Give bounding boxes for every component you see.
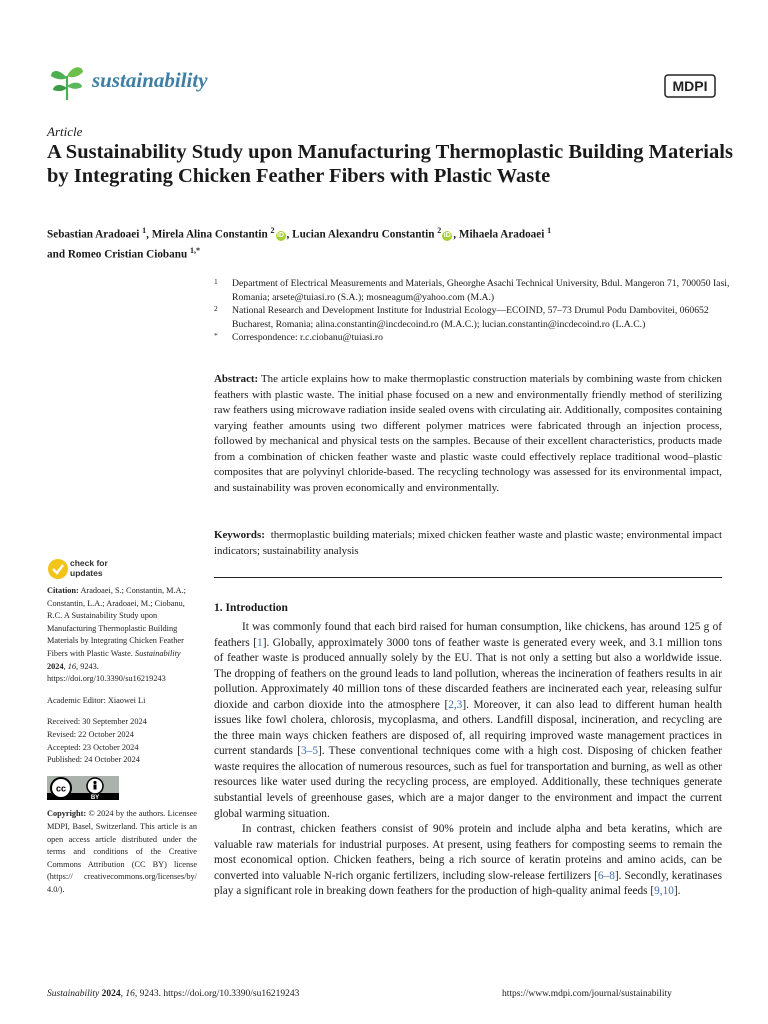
date-accepted: Accepted: 23 October 2024	[47, 742, 139, 752]
article-type: Article	[47, 124, 83, 139]
reference-link[interactable]: 6–8	[597, 869, 615, 882]
author-name: Lucian Alexandru Constantin	[292, 228, 435, 241]
reference-link[interactable]: 2,3	[448, 698, 463, 711]
section-heading: 1. Introduction	[214, 602, 288, 614]
date-published: Published: 24 October 2024	[47, 755, 140, 765]
abstract	[214, 372, 722, 496]
paragraph: It was commonly found that each bird raised for human consumption, like chickens, has around 125 g of feathers [1]. Globally, approximately 3000 tons of feather waste is generated every week, and 3.1 million tons of feather waste is produced annually solely by the EU. That is not only a setting but also a worldwide issue. The dropping of feathers on the ground leads to land pollution, whereas the incineration of feathers results in air pollution. Approximately 40 million tons of these discarded feathers are incinerated each year, releasing sulfur dioxide and carbon dioxide into the atmosphere [2,3]. Moreover, it can also lead to different human health issues like fowl cholera, chlorosis, mycoplasma, and others. Landfill disposal, incineration, and recycling are the three main ways chicken feathers are disposed of, all requiring improved waste management practices in current standards [3–5]. These conventional techniques come with a high cost. Disposing of chicken feather waste requires the allocation of numerous resources, such as fuel for transportation and burning, as well as other resources like water used during the recycling process, are employed. Additionally, these techniques generate substantial levels of greenhouse gases, which are a major danger to the environment and impact the current global warming situation.	[214, 621, 722, 820]
citation-doi-link[interactable]: https://doi.org/10.3390/su16219243	[47, 674, 166, 684]
reference-link[interactable]: 1	[257, 636, 263, 649]
svg-text:BY: BY	[90, 794, 100, 800]
abstract-text: The article explains how to make thermoplastic construction materials by combining waste from chicken feathers with plastic waste. The initial phase focused on a new and environmentally friendly method of sterilizing raw feathers using microwave radiation inside sealed ovens with circulating air. Additionally, composites containing varying feather amounts using two different polymer matrices were fabricated through an injection process, followed by mechanical and physical tests on the samples. Because of their excellent characteristics, products made from a combination of chicken feather waste and plastic waste could effectively replace traditional wood–plastic composites that are polyvinyl chloride-based. The recycling technology was assessed for its environmental impact, and sustainability was proven economically and environmentally.	[214, 373, 722, 494]
author-name: Mihaela Aradoaei	[458, 228, 545, 241]
affiliations	[214, 277, 734, 345]
sidebar-info	[47, 585, 197, 896]
author-name: Sebastian Aradoaei	[47, 228, 140, 241]
abstract-label: Abstract:	[214, 373, 259, 385]
article-title: A Sustainability Study upon Manufacturing Thermoplastic Building Materials by Integrating Chicken Feather Fibers with Plastic Waste	[47, 141, 733, 187]
journal-name: sustainability	[92, 68, 208, 92]
journal-leaf-icon	[47, 62, 87, 102]
body-text	[214, 620, 722, 900]
paragraph: In contrast, chicken feathers consist of 90% protein and include alpha and beta keratins, which are valuable raw materials for industrial purposes. At present, using feathers for composting seems to remain the most economical option. Chicken feathers, being a rich source of keratin proteins and amino acids, can be converted into valuable N-rich organic fertilizers, including slow-release fertilizers [6–8]. Secondly, keratinases play a significant role in breaking down feathers for the production of high-quality animal feeds [9,10].	[214, 823, 722, 898]
section-divider	[214, 577, 722, 578]
svg-text:cc: cc	[55, 783, 67, 794]
check-for-updates-link[interactable]: check for updates	[70, 558, 108, 578]
author-list: Sebastian Aradoaei $^1$, Mirela Alina Constantin $^2$iD , Lucian Alexandru Constantin $^2$iD , Mihaela Aradoaei $^1$ and Romeo Cristian Ciobanu $^{1,*}$	[47, 226, 552, 261]
footer-citation: Sustainability 2024, 16, 9243. https://doi.org/10.3390/su16219243	[47, 989, 300, 999]
keywords	[214, 528, 722, 559]
academic-editor: Academic Editor: Xiaowei Li	[47, 695, 146, 705]
footer-journal-url[interactable]: https://www.mdpi.com/journal/sustainability	[502, 989, 672, 999]
author-name: Romeo Cristian Ciobanu	[67, 248, 188, 261]
mdpi-logo	[664, 74, 716, 98]
check-for-updates-icon[interactable]	[47, 558, 69, 580]
citation: Citation: Aradoaei, S.; Constantin, M.A.; Constantin, L.A.; Aradoaei, M.; Ciobanu, R.C. A Sustainability Study upon Manufacturing Thermoplastic Building Materials by Integrating Chicken Feather Fibers with Plastic Waste. Sustainability 2024, 16, 9243. https://doi.org/10.3390/su16219243	[47, 586, 186, 684]
reference-link[interactable]: 3–5	[301, 745, 318, 758]
copyright: Copyright: © 2024 by the authors. Licensee MDPI, Basel, Switzerland. This article is an open access article distributed under the terms and conditions of the Creative Commons Attribution (CC BY) license (https:// creativecommons.org/licenses/by/ 4.0/).	[47, 809, 197, 894]
orcid-icon[interactable]: iD	[277, 231, 285, 239]
cc-by-license-badge[interactable]	[47, 776, 119, 800]
date-received: Received: 30 September 2024	[47, 717, 147, 727]
keywords-label: Keywords:	[214, 529, 265, 541]
date-revised: Revised: 22 October 2024	[47, 729, 134, 739]
orcid-icon[interactable]: iD	[443, 231, 451, 239]
affiliation-item: 1 Department of Electrical Measurements and Materials, Gheorghe Asachi Technical University, Bdul. Mangeron 71, 700050 Iasi, Romania; arsete@tuiasi.ro (S.A.); mosneagum@yahoo.com (M.A.)	[214, 277, 730, 303]
reference-link[interactable]: 9,10	[654, 885, 674, 898]
keywords-text: thermoplastic building materials; mixed chicken feather waste and plastic waste; environmental impact indicators; sustainability analysis	[214, 529, 722, 557]
affiliation-item: 2 National Research and Development Institute for Industrial Ecology—ECOIND, 57–73 Drumul Podu Dambovitei, 060652 Bucharest, Romania; alina.constantin@incdecoind.ro (M.A.C.); lucian.constantin@incdecoind.ro (L.A.C.)	[214, 304, 709, 330]
affiliation-item: * Correspondence: r.c.ciobanu@tuiasi.ro	[214, 331, 383, 343]
svg-text:MDPI: MDPI	[672, 78, 708, 94]
author-name: Mirela Alina Constantin	[151, 228, 268, 241]
